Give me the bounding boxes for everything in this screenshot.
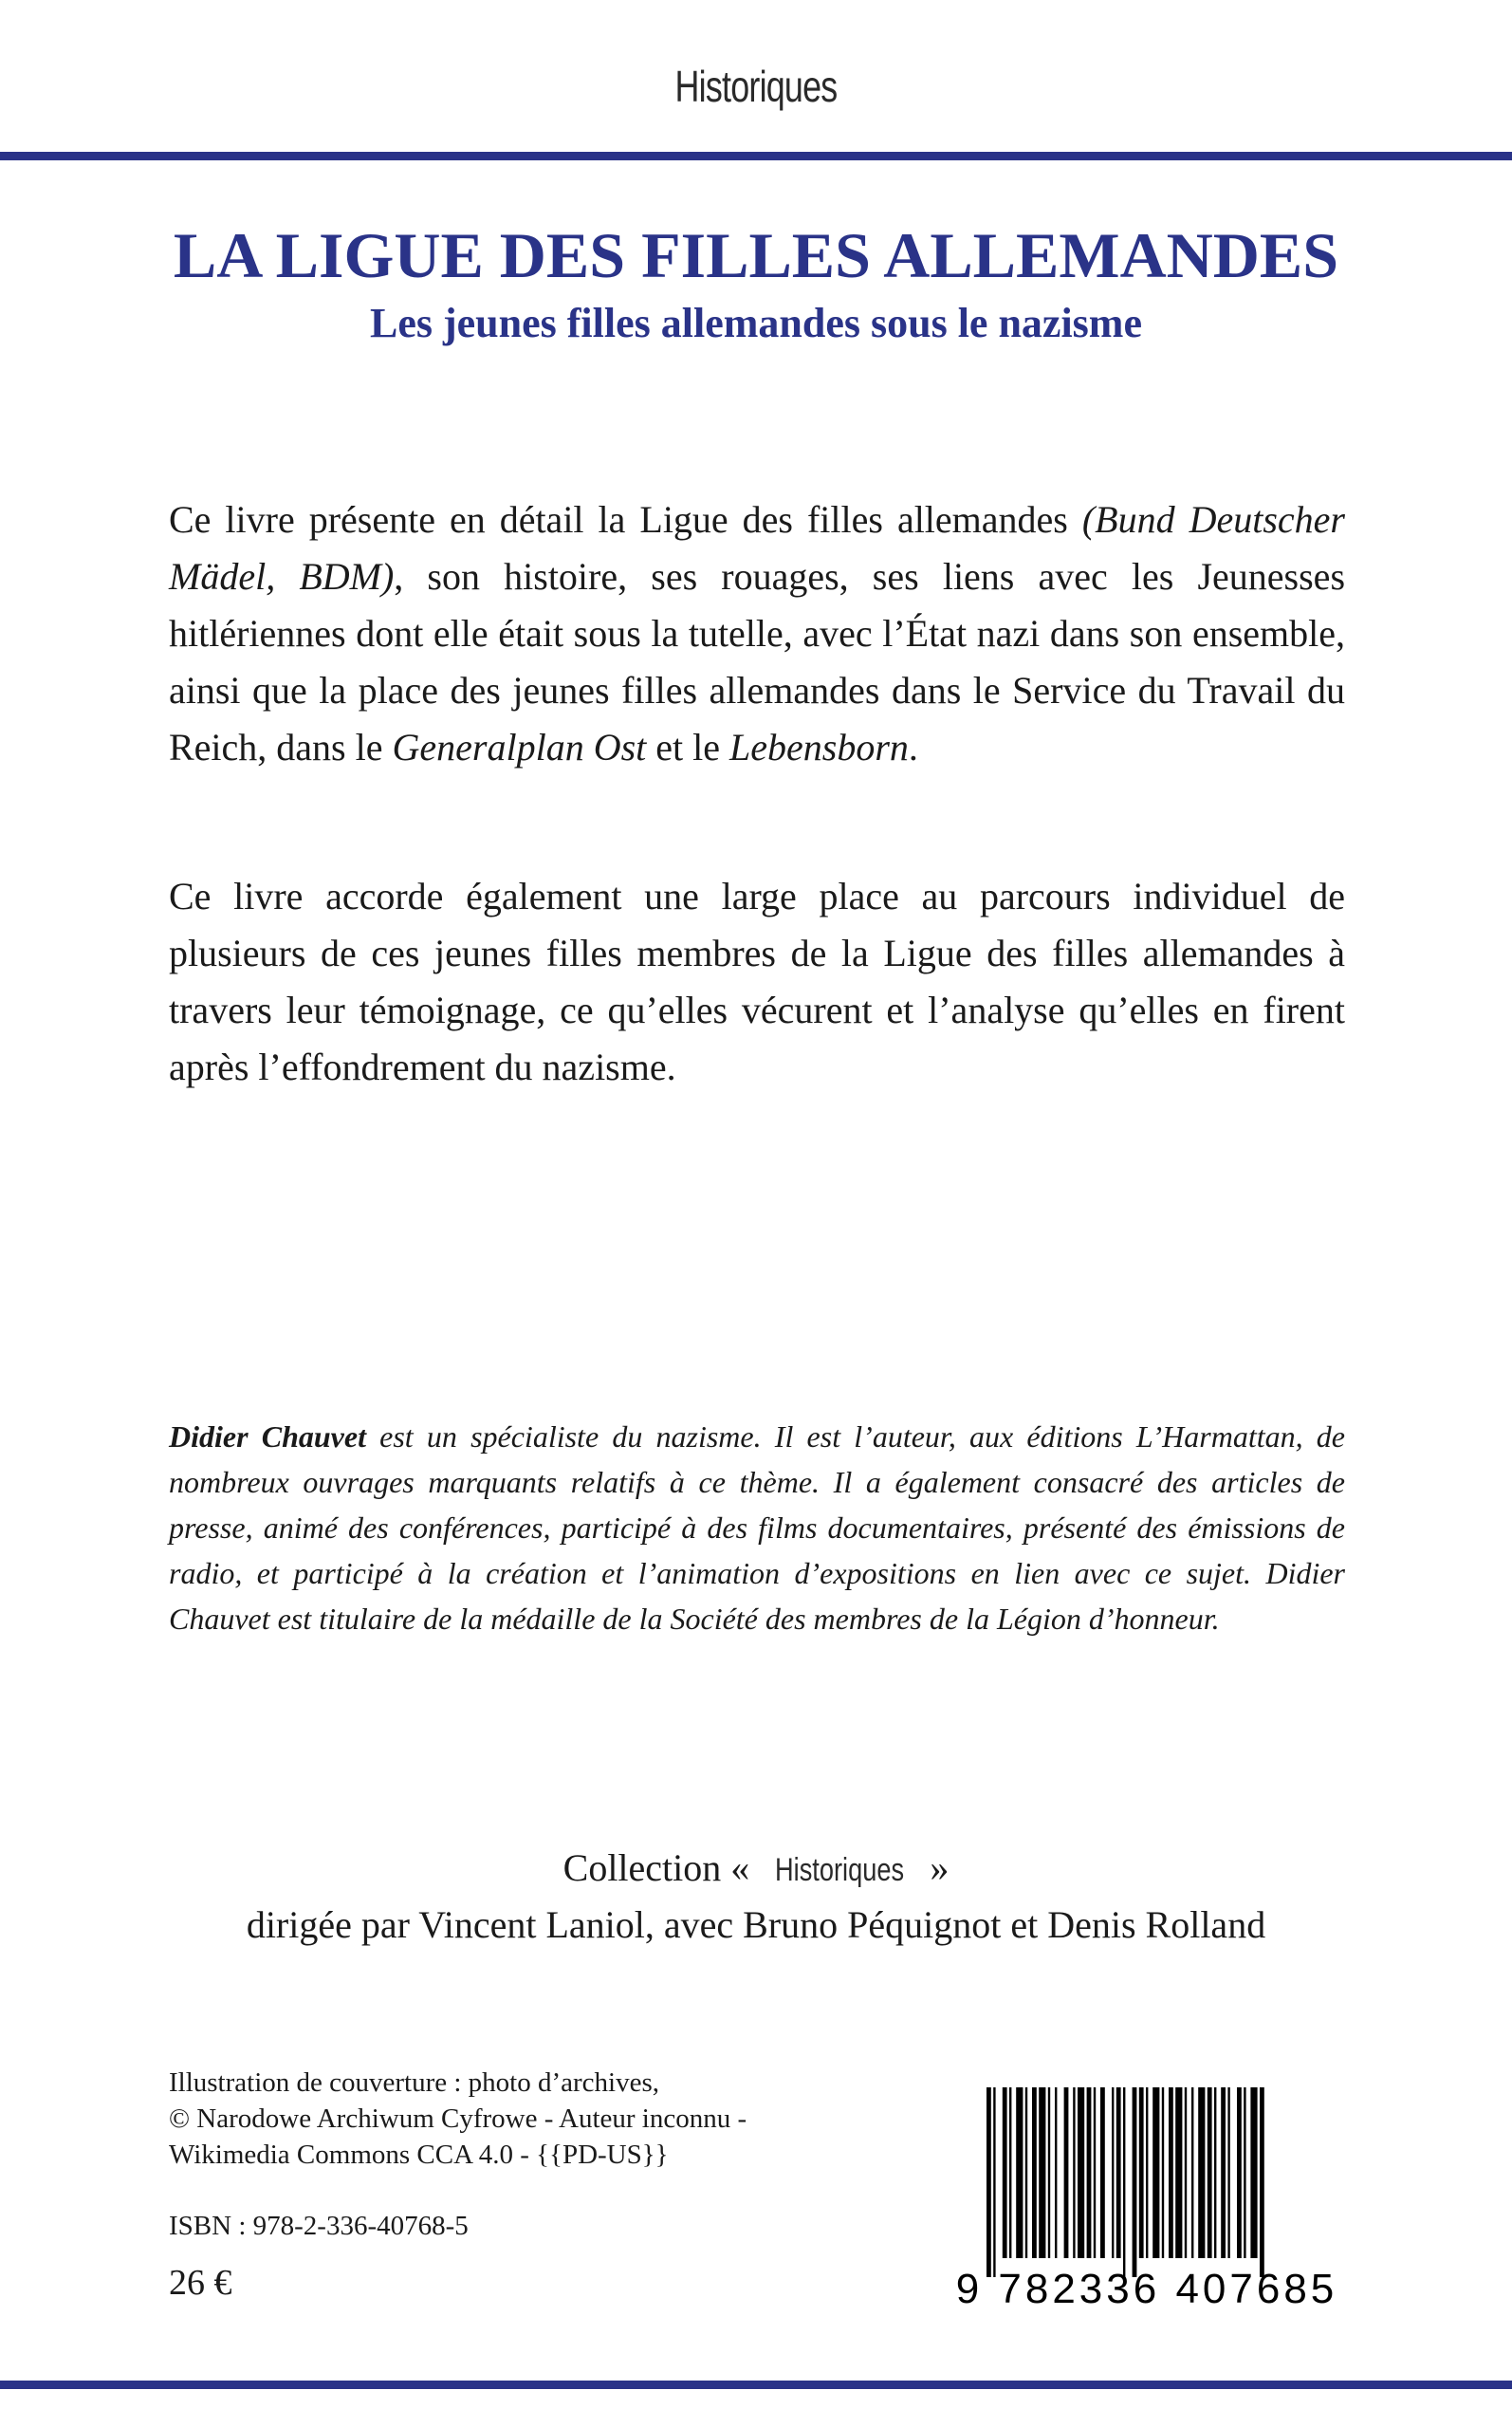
author-bio bbox=[169, 1414, 1345, 1641]
summary-paragraph-1 bbox=[169, 491, 1345, 776]
barcode-bar bbox=[1260, 2087, 1264, 2277]
collection-directors: dirigée par Vincent Laniol, avec Bruno Péquignot et Denis Rolland bbox=[246, 1903, 1266, 1946]
barcode-bar bbox=[1133, 2087, 1137, 2277]
summary-text: Ce livre présente en détail la Ligue des filles allemandes bbox=[169, 498, 1082, 541]
barcode-bar bbox=[1055, 2087, 1057, 2258]
barcode-number: 9 782336 407685 bbox=[955, 2266, 1338, 2312]
summary-text: , son histoire, ses rouages, ses liens avec les Jeunesses hitlériennes dont elle était sous la tutelle, avec l’État nazi dans son ensemble, ainsi que la place des jeunes filles allemandes dans le Service du Travail du Reich, dans le bbox=[169, 555, 1346, 769]
collection-prefix: Collection « bbox=[562, 1846, 750, 1889]
barcode-bar bbox=[1032, 2087, 1037, 2258]
summary-text: et le bbox=[646, 726, 729, 769]
collection-info bbox=[0, 1841, 1512, 1953]
barcode-bar bbox=[1146, 2087, 1148, 2258]
summary-paragraph-2: Ce livre accorde également une large place au parcours individuel de plusieurs de ces jeunes filles membres de la Ligue des filles allemandes à travers leur témoignage, ce qu’elles vécurent et l’analyse qu’elles en firent après l’effondrement du nazisme. bbox=[169, 875, 1345, 1088]
barcode-bar bbox=[1048, 2087, 1050, 2258]
barcode-bar bbox=[1139, 2087, 1144, 2258]
barcode-bar bbox=[1221, 2087, 1226, 2258]
barcode-bar bbox=[1169, 2087, 1173, 2258]
top-rule bbox=[0, 152, 1512, 160]
barcode-bar bbox=[1123, 2087, 1125, 2277]
barcode-bar bbox=[1175, 2087, 1182, 2258]
barcode-bar bbox=[1039, 2087, 1045, 2258]
collection-brand: Historiques bbox=[775, 1852, 905, 1888]
credit-line: © Narodowe Archiwum Cyfrowe - Auteur inconnu - bbox=[169, 2103, 747, 2134]
barcode-bar bbox=[1003, 2087, 1007, 2258]
barcode-bar bbox=[1185, 2087, 1187, 2258]
series-logo: Historiques bbox=[674, 62, 838, 111]
barcode-bar bbox=[1016, 2087, 1023, 2258]
barcode-bar bbox=[1198, 2087, 1205, 2258]
barcode-bar bbox=[1227, 2087, 1229, 2258]
book-subtitle: Les jeunes filles allemandes sous le nazisme bbox=[370, 300, 1142, 346]
summary-text: . bbox=[908, 726, 918, 769]
isbn: ISBN : 978-2-336-40768-5 bbox=[169, 2211, 469, 2241]
barcode-bar bbox=[1094, 2087, 1096, 2258]
cover-credits bbox=[169, 2065, 747, 2173]
barcode-bar bbox=[1087, 2087, 1092, 2258]
barcode-bar bbox=[993, 2087, 995, 2277]
barcode-bar bbox=[1244, 2087, 1245, 2258]
barcode-bar bbox=[1073, 2087, 1075, 2258]
bottom-rule bbox=[0, 2381, 1512, 2389]
summary-italic: (Bund Deutscher Mädel, BDM) bbox=[169, 498, 1345, 598]
barcode-bar bbox=[1100, 2087, 1105, 2258]
barcode-bar bbox=[986, 2087, 991, 2277]
barcode-bar bbox=[1064, 2087, 1069, 2258]
collection-suffix: » bbox=[930, 1846, 950, 1889]
barcode-bar bbox=[1009, 2087, 1011, 2258]
credit-line: Illustration de couverture : photo d’archives, bbox=[169, 2067, 660, 2098]
author-bio-text: est un spécialiste du nazisme. Il est l’auteur, aux éditions L’Harmattan, de nombreux ouvrages marquants relatifs à ce thème. Il a également consacré des articles de presse, animé des conférences, participé à des films documentaires, présenté des émissions de radio, et participé à la création et l’animation d’expositions en lien avec ce sujet. Didier Chauvet est titulaire de la médaille de la Société des membres de la Légion d’honneur. bbox=[169, 1419, 1346, 1636]
barcode-bar bbox=[1025, 2087, 1027, 2258]
barcode-bar bbox=[1116, 2087, 1121, 2258]
price: 26 € bbox=[169, 2263, 232, 2303]
author-name: Didier Chauvet bbox=[169, 1419, 366, 1454]
summary-italic: Lebensborn bbox=[729, 726, 909, 769]
summary-italic: Generalplan Ost bbox=[392, 726, 647, 769]
barcode-bar bbox=[1250, 2087, 1257, 2258]
credit-line: Wikimedia Commons CCA 4.0 - {{PD-US}} bbox=[169, 2140, 669, 2170]
collection-line bbox=[0, 1841, 1512, 1898]
barcode-bar bbox=[1237, 2087, 1242, 2258]
barcode-bar bbox=[1152, 2087, 1159, 2258]
barcode-bar bbox=[1162, 2087, 1164, 2258]
barcode-bar bbox=[1112, 2087, 1114, 2258]
barcode-bar bbox=[1078, 2087, 1084, 2258]
barcode-bar bbox=[1191, 2087, 1193, 2258]
barcode-bar bbox=[1214, 2087, 1216, 2258]
barcode-bar bbox=[1208, 2087, 1212, 2258]
book-title: LA LIGUE DES FILLES ALLEMANDES bbox=[173, 219, 1339, 291]
